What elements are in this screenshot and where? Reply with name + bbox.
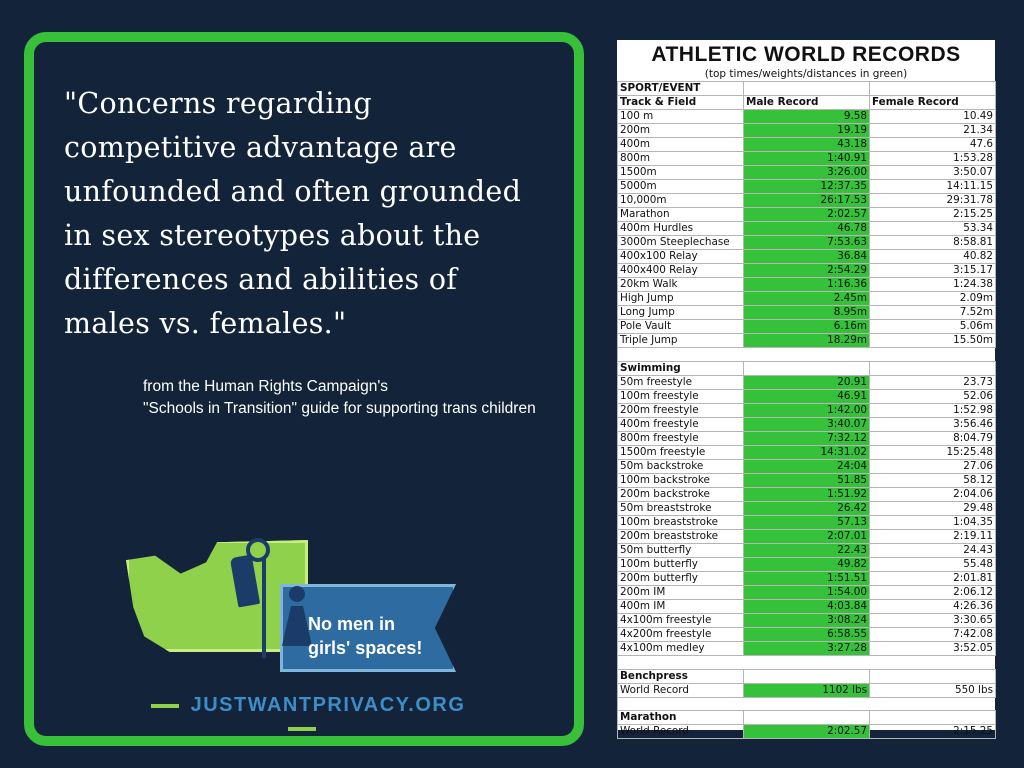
- spacer-cell: [618, 697, 744, 711]
- male-record: 12:37.35: [744, 180, 870, 194]
- event-name: 4x100m medley: [618, 641, 744, 655]
- table-row: [618, 180, 996, 194]
- male-record: 4:03.84: [744, 599, 870, 613]
- event-name: 100m freestyle: [618, 389, 744, 403]
- female-record: 3:56.46: [870, 417, 996, 431]
- table-header-row: [618, 82, 996, 96]
- male-record: 6.16m: [744, 320, 870, 334]
- event-name: 3000m Steeplechase: [618, 236, 744, 250]
- section-name: Benchpress: [618, 669, 744, 683]
- table-row: [618, 487, 996, 501]
- attribution-line: from the Human Rights Campaign's: [143, 378, 389, 395]
- event-name: 4x100m freestyle: [618, 613, 744, 627]
- male-record: 51.85: [744, 473, 870, 487]
- quote-line: competitive advantage are: [64, 131, 457, 164]
- male-record: 26:17.53: [744, 194, 870, 208]
- event-name: Marathon: [618, 208, 744, 222]
- table-row: [618, 375, 996, 389]
- table-row: [618, 236, 996, 250]
- male-record: 1:51.51: [744, 571, 870, 585]
- records-table-panel: [617, 40, 995, 738]
- table-row: [618, 124, 996, 138]
- section-header-row: [618, 669, 996, 683]
- table-row: [618, 320, 996, 334]
- event-name: 50m breaststroke: [618, 501, 744, 515]
- attribution-line: "Schools in Transition" guide for supporting trans children: [143, 400, 536, 417]
- female-record: 7:42.08: [870, 627, 996, 641]
- table-row: [618, 403, 996, 417]
- quote-line: in sex stereotypes about the: [64, 219, 481, 252]
- event-name: 5000m: [618, 180, 744, 194]
- event-name: 400m IM: [618, 599, 744, 613]
- event-name: 400m: [618, 138, 744, 152]
- event-name: 400x100 Relay: [618, 250, 744, 264]
- male-record: 3:27.28: [744, 641, 870, 655]
- spacer-cell: [744, 655, 870, 669]
- male-record: 3:26.00: [744, 166, 870, 180]
- female-record: 53.34: [870, 222, 996, 236]
- table-row: [618, 459, 996, 473]
- female-record: 55.48: [870, 557, 996, 571]
- table-row: [618, 389, 996, 403]
- male-record: 22.43: [744, 543, 870, 557]
- female-record: 52.06: [870, 389, 996, 403]
- female-record: 58.12: [870, 473, 996, 487]
- event-name: 100m backstroke: [618, 473, 744, 487]
- table-subtitle: (top times/weights/distances in green): [704, 68, 908, 80]
- female-record: 15:25.48: [870, 445, 996, 459]
- male-record: 18.29m: [744, 334, 870, 348]
- female-record: 8:04.79: [870, 431, 996, 445]
- event-name: World Record: [618, 683, 744, 697]
- table-row: [618, 334, 996, 348]
- table-row: [618, 543, 996, 557]
- male-record: 9.58: [744, 110, 870, 124]
- male-record: 57.13: [744, 515, 870, 529]
- table-row: [618, 278, 996, 292]
- event-name: 200m breaststroke: [618, 529, 744, 543]
- banner-line: No men in: [308, 614, 396, 634]
- table-row: [618, 208, 996, 222]
- table-row: [618, 571, 996, 585]
- quote-line: unfounded and often grounded: [64, 175, 522, 208]
- event-name: World Record: [618, 725, 744, 739]
- male-record: 46.78: [744, 222, 870, 236]
- male-record: 1:51.92: [744, 487, 870, 501]
- table-row: [618, 557, 996, 571]
- event-name: 800m: [618, 152, 744, 166]
- event-name: 200m IM: [618, 585, 744, 599]
- banner-text: [308, 612, 448, 660]
- spacer-cell: [744, 348, 870, 362]
- male-record: 7:53.63: [744, 236, 870, 250]
- male-record: 6:58.55: [744, 627, 870, 641]
- header-female-record: Female Record: [870, 96, 996, 110]
- male-record: 8.95m: [744, 306, 870, 320]
- quote-line: differences and abilities of: [64, 263, 458, 296]
- female-record: 40.82: [870, 250, 996, 264]
- event-name: 50m freestyle: [618, 375, 744, 389]
- section-header-row: [618, 361, 996, 375]
- event-name: High Jump: [618, 292, 744, 306]
- female-record: 10.49: [870, 110, 996, 124]
- spacer-cell: [870, 697, 996, 711]
- event-name: 4x200m freestyle: [618, 627, 744, 641]
- table-row: [618, 627, 996, 641]
- table-row: [618, 222, 996, 236]
- male-record: 2.45m: [744, 292, 870, 306]
- male-record: 1:16.36: [744, 278, 870, 292]
- female-record: 1:52.98: [870, 403, 996, 417]
- pole-shape: [262, 558, 266, 658]
- table-row: [618, 306, 996, 320]
- quote-panel: [24, 32, 584, 746]
- section-empty: [744, 711, 870, 725]
- male-record: 1102 lbs: [744, 683, 870, 697]
- female-record: 29:31.78: [870, 194, 996, 208]
- event-name: 50m backstroke: [618, 459, 744, 473]
- quote-attribution: [143, 376, 536, 420]
- section-empty: [870, 711, 996, 725]
- header-empty: [870, 82, 996, 96]
- table-row: [618, 445, 996, 459]
- table-row: [618, 599, 996, 613]
- section-empty: [870, 361, 996, 375]
- male-record: 43.18: [744, 138, 870, 152]
- table-row: [618, 683, 996, 697]
- table-row: [618, 473, 996, 487]
- event-name: 400m Hurdles: [618, 222, 744, 236]
- table-row: [618, 292, 996, 306]
- female-record: 2:06.12: [870, 585, 996, 599]
- event-name: Pole Vault: [618, 320, 744, 334]
- male-record: 26.42: [744, 501, 870, 515]
- header-male-record: Male Record: [744, 96, 870, 110]
- table-row: [618, 250, 996, 264]
- female-record: 3:15.17: [870, 264, 996, 278]
- spacer-cell: [618, 348, 744, 362]
- event-name: 100 m: [618, 110, 744, 124]
- section-empty: [744, 669, 870, 683]
- header-empty: [744, 82, 870, 96]
- female-record: 3:30.65: [870, 613, 996, 627]
- spacer-row: [618, 697, 996, 711]
- male-record: 1:42.00: [744, 403, 870, 417]
- event-name: 50m butterfly: [618, 543, 744, 557]
- table-title: ATHLETIC WORLD RECORDS: [651, 43, 961, 66]
- male-record: 1:40.91: [744, 152, 870, 166]
- female-record: 2:01.81: [870, 571, 996, 585]
- header-sport-event: SPORT/EVENT: [618, 82, 744, 96]
- event-name: 100m butterfly: [618, 557, 744, 571]
- male-record: 1:54.00: [744, 585, 870, 599]
- table-row: [618, 613, 996, 627]
- table-row: [618, 585, 996, 599]
- female-record: 550 lbs: [870, 683, 996, 697]
- table-header-row: [618, 96, 996, 110]
- quote-line: "Concerns regarding: [64, 87, 372, 120]
- event-name: Triple Jump: [618, 334, 744, 348]
- female-record: 2:19.11: [870, 529, 996, 543]
- table-row: [618, 515, 996, 529]
- spacer-row: [618, 655, 996, 669]
- female-record: 5.06m: [870, 320, 996, 334]
- female-record: 3:52.05: [870, 641, 996, 655]
- male-record: 14:31.02: [744, 445, 870, 459]
- female-record: 15.50m: [870, 334, 996, 348]
- quote-line: males vs. females.": [64, 307, 347, 340]
- table-row: [618, 725, 996, 739]
- table-row: [618, 166, 996, 180]
- records-table: [617, 81, 996, 739]
- female-record: 1:24.38: [870, 278, 996, 292]
- spacer-cell: [870, 655, 996, 669]
- female-record: 1:53.28: [870, 152, 996, 166]
- female-record: 27.06: [870, 459, 996, 473]
- table-row: [618, 417, 996, 431]
- male-record: 2:02.57: [744, 208, 870, 222]
- table-row: [618, 529, 996, 543]
- event-name: 10,000m: [618, 194, 744, 208]
- male-record: 36.84: [744, 250, 870, 264]
- event-name: 1500m freestyle: [618, 445, 744, 459]
- table-row: [618, 152, 996, 166]
- female-record: 24.43: [870, 543, 996, 557]
- event-name: 400m freestyle: [618, 417, 744, 431]
- event-name: 100m breaststroke: [618, 515, 744, 529]
- section-header-row: [618, 711, 996, 725]
- male-record: 2:02.57: [744, 725, 870, 739]
- male-record: 2:07.01: [744, 529, 870, 543]
- event-name: 20km Walk: [618, 278, 744, 292]
- table-row: [618, 194, 996, 208]
- event-name: 800m freestyle: [618, 431, 744, 445]
- logo-url: JUSTWANTPRIVACY.ORG: [122, 694, 482, 740]
- female-record: 2:15.25: [870, 725, 996, 739]
- table-row: [618, 110, 996, 124]
- male-record: 3:40.07: [744, 417, 870, 431]
- female-record: 2:15.25: [870, 208, 996, 222]
- male-record: 20.91: [744, 375, 870, 389]
- table-row: [618, 501, 996, 515]
- female-record: 14:11.15: [870, 180, 996, 194]
- event-name: Long Jump: [618, 306, 744, 320]
- female-record: 47.6: [870, 138, 996, 152]
- male-record: 46.91: [744, 389, 870, 403]
- justwantprivacy-logo: [122, 518, 482, 718]
- spacer-row: [618, 348, 996, 362]
- header-track-field: Track & Field: [618, 96, 744, 110]
- female-record: 4:26.36: [870, 599, 996, 613]
- table-row: [618, 641, 996, 655]
- spacer-cell: [744, 697, 870, 711]
- event-name: 200m butterfly: [618, 571, 744, 585]
- male-record: 2:54.29: [744, 264, 870, 278]
- female-record: 8:58.81: [870, 236, 996, 250]
- table-row: [618, 264, 996, 278]
- female-record: 1:04.35: [870, 515, 996, 529]
- quote-text: [64, 82, 564, 346]
- female-record: 2:04.06: [870, 487, 996, 501]
- male-record: 7:32.12: [744, 431, 870, 445]
- female-record: 2.09m: [870, 292, 996, 306]
- event-name: 200m freestyle: [618, 403, 744, 417]
- female-record: 29.48: [870, 501, 996, 515]
- woman-head-icon: [289, 586, 305, 602]
- section-name: Marathon: [618, 711, 744, 725]
- female-record: 21.34: [870, 124, 996, 138]
- event-name: 200m: [618, 124, 744, 138]
- section-empty: [744, 361, 870, 375]
- event-name: 1500m: [618, 166, 744, 180]
- male-record: 19.19: [744, 124, 870, 138]
- male-record: 24:04: [744, 459, 870, 473]
- spacer-cell: [618, 655, 744, 669]
- banner-line: girls' spaces!: [308, 638, 423, 658]
- spacer-cell: [870, 348, 996, 362]
- table-row: [618, 138, 996, 152]
- event-name: 400x400 Relay: [618, 264, 744, 278]
- table-row: [618, 431, 996, 445]
- male-record: 3:08.24: [744, 613, 870, 627]
- section-empty: [870, 669, 996, 683]
- male-record: 49.82: [744, 557, 870, 571]
- female-record: 23.73: [870, 375, 996, 389]
- event-name: 200m backstroke: [618, 487, 744, 501]
- section-name: Swimming: [618, 361, 744, 375]
- female-record: 3:50.07: [870, 166, 996, 180]
- female-record: 7.52m: [870, 306, 996, 320]
